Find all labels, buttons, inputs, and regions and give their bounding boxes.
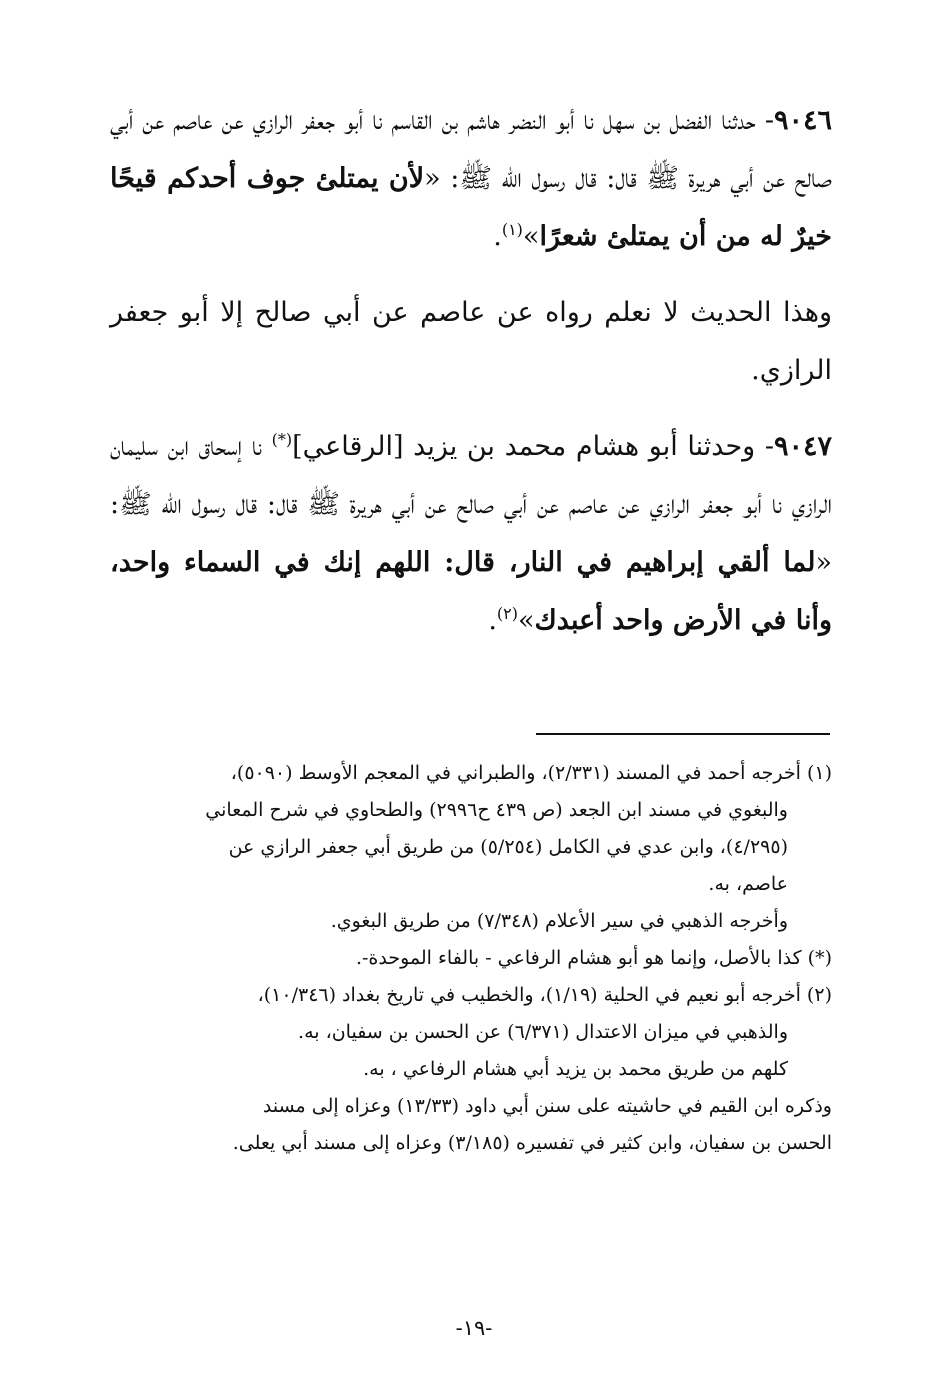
- hadith-9046: [110, 92, 832, 266]
- hadith-text: لأن يمتلئ جوف أحدكم قيحًا خيرٌ له من أن يمتلئ شعرًا: [110, 163, 832, 252]
- period: .: [493, 221, 502, 252]
- footnote-line: عاصم، به.: [708, 873, 788, 895]
- hadith-chain: حدثنا الفضل بن سهل نا أبو النضر هاشم بن القاسم نا أبو جعفر الرازي عن عاصم عن أبي صالح عن أبي هريرة ﷺ قال: قال رسول الله ﷺ: «: [110, 105, 832, 194]
- footnote-line: (١) أخرجه أحمد في المسند (٢/٣٣١)، والطبراني في المعجم الأوسط (٥٠٩٠)،: [230, 762, 832, 784]
- hadith-number: ٩٠٤٧: [773, 431, 832, 462]
- footnote-line: (٤/٢٩٥)، وابن عدي في الكامل (٥/٢٥٤) من طريق أبي جعفر الرازي عن: [228, 836, 788, 858]
- separator: -: [755, 105, 774, 136]
- footnote-line: وأخرجه الذهبي في سير الأعلام (٧/٣٤٨) من طريق البغوي.: [330, 910, 788, 932]
- hadith-comment: وهذا الحديث لا نعلم رواه عن عاصم عن أبي صالح إلا أبو جعفر الرازي.: [110, 297, 832, 386]
- footnote-divider: [536, 733, 830, 735]
- footnote-line: كلهم من طريق محمد بن يزيد أبي هشام الرفاعي ، به.: [363, 1058, 788, 1080]
- quote-close: »: [522, 221, 540, 252]
- footnote-line: وذكره ابن القيم في حاشيته على سنن أبي داود (١٣/٣٣) وعزاه إلى مسند: [262, 1095, 832, 1117]
- hadith-chain-cont: نا إسحاق ابن سليمان الرازي نا أبو جعفر الرازي عن عاصم عن أبي صالح عن أبي هريرة ﷺ قال: قال رسول الله ﷺ: «: [110, 431, 832, 578]
- separator: -: [755, 431, 774, 462]
- footnote-2: [110, 977, 832, 1162]
- footnotes: [110, 755, 832, 1162]
- footnote-1: [110, 755, 832, 940]
- footnote-ref[interactable]: (١): [501, 220, 523, 239]
- hadith-text: لما ألقي إبراهيم في النار، قال: اللهم إنك في السماء واحد، وأنا في الأرض واحد أعبدك: [110, 547, 832, 636]
- period: .: [488, 605, 497, 636]
- page-number: -١٩-: [455, 1316, 493, 1340]
- hadith-number: ٩٠٤٦: [773, 105, 832, 136]
- hadith-chain: وحدثنا أبو هشام محمد بن يزيد [الرقاعي]: [292, 431, 756, 462]
- footnote-line: الحسن بن سفيان، وابن كثير في تفسيره (٣/١٨٥) وعزاه إلى مسند أبي يعلى.: [232, 1132, 832, 1154]
- footnote-star: [110, 940, 832, 977]
- footnote-ref-star[interactable]: (*): [271, 430, 293, 449]
- footnote-line: (٢) أخرجه أبو نعيم في الحلية (١/١٩)، والخطيب في تاريخ بغداد (١٠/٣٤٦)،: [257, 984, 832, 1006]
- main-text: [110, 92, 832, 650]
- footnote-line: والبغوي في مسند ابن الجعد (ص ٤٣٩ ح٢٩٩٦) والطحاوي في شرح المعاني: [205, 799, 788, 821]
- footnote-line: (*) كذا بالأصل، وإنما هو أبو هشام الرفاعي - بالفاء الموحدة-.: [355, 947, 832, 969]
- footnote-line: والذهبي في ميزان الاعتدال (٦/٣٧١) عن الحسن بن سفيان، به.: [298, 1021, 788, 1043]
- hadith-9047: [110, 418, 832, 650]
- footnote-ref[interactable]: (٢): [496, 604, 518, 623]
- quote-close: »: [518, 605, 535, 636]
